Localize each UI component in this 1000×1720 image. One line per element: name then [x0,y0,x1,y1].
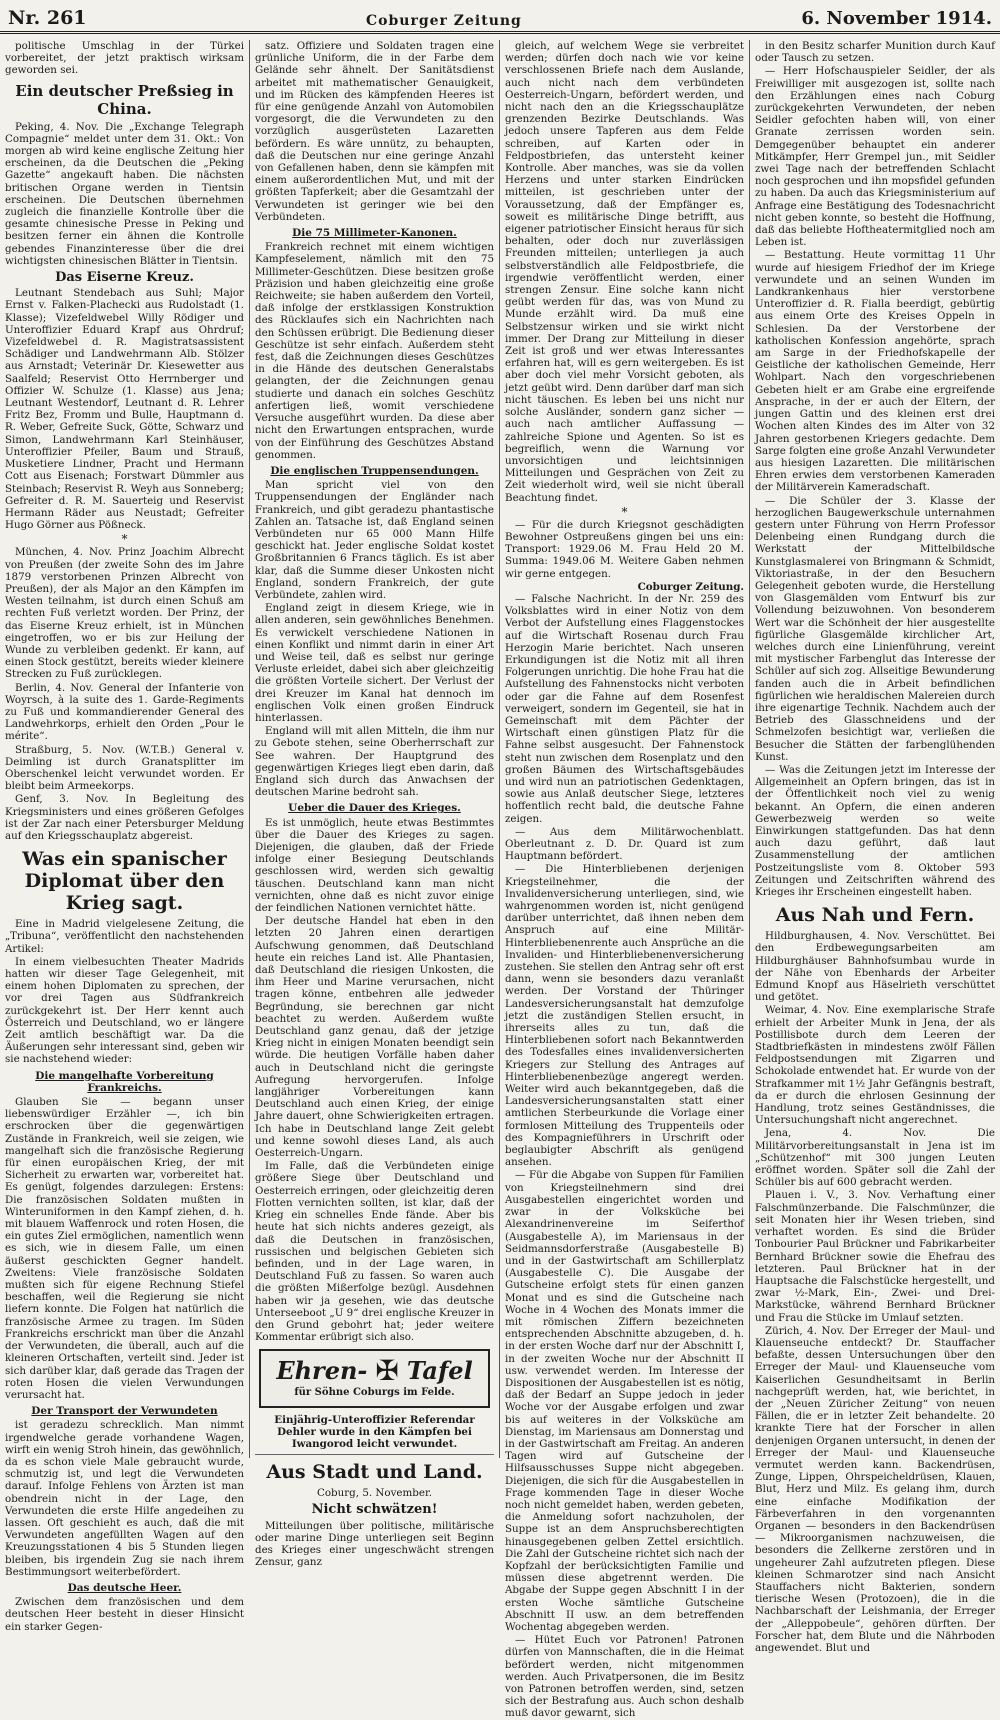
dateline: Coburg, 5. November. [316,1487,433,1500]
headline-nah-fern: Aus Nah und Fern. [775,904,975,927]
masthead [0,0,1000,34]
paragraph: Zwischen dem französischen und dem deutschen Heer besteht in dieser Hinsicht ein starker Gegen- [5,1596,244,1633]
subheading: Der Transport der Verwundeten [31,1405,218,1418]
paragraph: Jena, 4. Nov. Die Militärvorbereitungsanstalt in Jena ist im „Schützenhof“ mit 300 jungen Leuten eröffnet worden. Später soll die Zahl der Schüler bis auf 600 gebracht werden. [755,1127,995,1189]
paragraph: — Falsche Nachricht. In der Nr. 259 des Volksblattes wird in einer Notiz von dem Verbot der Aufstellung eines Flaggenstockes auf die Wirtschaft Rosenau durch Frau Herzogin Marie berichtet. Nach unseren Erkundigungen ist die Notiz mit all ihren Folgerungen unrichtig. Die hohe Frau hat die Aufstellung des Fahnenstocks nicht verboten oder gar die Fahne auf dem Rosenfest verweigert, sondern im Gegenteil, sie hat in Gemeinschaft mit dem Pächter der Wirtschaft einen günstigen Platz für die Fahne selbst ausgesucht. Der Fahnenstock steht nun zwischen dem Rosenplatz und den großen Bäumen des Wirtschaftsgebäudes und wird nun an patriotischen Gedenktagen, sowie aus Anlaß deutscher Siege, letzteres hoffentlich recht bald, die deutsche Fahne zeigen. [505,592,744,825]
paragraph: politische Umschlag in der Türkei vorbereitet, der jetzt praktisch wirksam geworden sei. [5,40,244,77]
divider [255,1454,494,1455]
paragraph: — Aus dem Militärwochenblatt. Oberleutnant z. D. Dr. Quard ist zum Hauptmann befördert. [505,825,744,863]
paper-title: Coburger Zeitung [366,13,522,29]
paragraph: — Die Hinterbliebenen derjenigen Kriegsteilnehmer, die der Invalidenversicherung unterliegen, sind, wie wahrgenommen worden ist, nicht genügend darüber unterrichtet, daß ihnen neben dem Anspruch auf eine Militär-Hinterbliebenenrente auch Ansprüche an die Invaliden- und Hinterbliebenenversicherung zustehen. Sie stellen den Antrag sehr oft erst dann, wenn sie besonders dazu veranlaßt werden. Der Vorstand der Thüringer Landesversicherungsanstalt hat demzufolge jetzt die zuständigen Stellen ersucht, in ihrerseits alles zu tun, daß die Hinterbliebenen sofort nach Bekanntwerden des Todesfalles eines invalidenversicherten Kriegers zur Stellung des Antrages auf Hinterbliebenenbezüge angeregt werden. Weiter wird auch bekanntgegeben, daß die Landesversicherungsanstalten statt einer amtlichen Sterbeurkunde die Vorlage einer formlosen Mitteilung des Truppenteils oder des Kompagnieführers in Urschrift oder beglaubigter Abschrift als genügend ansehen. [505,863,744,1169]
paragraph: In einem vielbesuchten Theater Madrids hatten wir dieser Tage Gelegenheit, mit einem hohen Diplomaten zu sprechen, der vor drei Tagen aus Südfrankreich zurückgekehrt ist. Der Herr kennt auch Österreich und Deutschland, wo er längere Zeit amtlich beschäftigt war. Da die Äußerungen sehr interessant sind, geben wir sie nachstehend wieder: [5,955,244,1066]
column-3 [500,40,750,1720]
issue-number: Nr. 261 [8,7,87,29]
ehren-tafel-subtitle: für Söhne Coburgs im Felde. [294,1387,455,1399]
signature: Coburger Zeitung. [637,580,744,593]
columns [0,40,1000,1720]
paragraph: — Hütet Euch vor Patronen! Patronen dürfen von Mannschaften, die in die Heimat befördert werden, nicht mitgenommen werden. Auch Privatpersonen, die im Besitz von Patronen betroffen werden, sind, setzen sich der Bestrafung aus. Auch schon deshalb muß davor gewarnt, sich [505,1634,744,1720]
ehren-tafel-box [259,1349,490,1407]
subheading: Ueber die Dauer des Krieges. [288,802,461,815]
subheading: Das deutsche Heer. [67,1581,182,1594]
paragraph: satz. Offiziere und Soldaten tragen eine grünliche Uniform, die in der Farbe dem Gelände sehr ähnelt. Der Sanitätsdienst arbeitet mit mathematischer Genauigkeit, und im Rücken des kämpfenden Heeres ist für eine genügende Anzahl von Automobilen vorgesorgt, die die Verwundeten zu den vorzüglich ausgerüsteten Lazaretten befördern. Es wäre unnütz, zu behaupten, daß die Deutschen nur eine geringe Anzahl von Gefallenen haben, denn sie kämpfen mit einem außerordentlichen Mut, und mit der größten Tapferkeit; aber die Gesamtzahl der Verwundeten ist geringer wie bei den Verbündeten. [255,40,494,223]
column-4 [750,40,1000,1654]
headline-kreuz: Das Eiserne Kreuz. [55,270,194,286]
paragraph: Straßburg, 5. Nov. (W.T.B.) General v. Deimling ist durch Granatsplitter im Oberschenkel leicht verwundet worden. Er bleibt beim Armeekorps. [5,743,244,793]
headline-stadt-land: Aus Stadt und Land. [266,1461,483,1484]
paragraph: — Herr Hofschauspieler Seidler, der als Freiwilliger mit ausgezogen ist, sollte nach den Erzählungen eines nach Coburg zurückgekehrten Verwundeten, der neben Seidler gefochten haben will, von einer Granate zerrissen worden sein. Demgegenüber behauptet ein anderer Mitkämpfer, Herr Grempel jun., mit Seidler zwei Tage nach der betreffenden Schlacht noch gesprochen und ihn mopsfidel gefunden zu haben. Da auch das Kriegsministerium auf Anfrage eine Bestätigung des Todesnachricht nicht geben konnte, so besteht die Hoffnung, daß das beliebte Hoftheatermitglied noch am Leben ist. [755,65,995,249]
paragraph: Der deutsche Handel hat eben in den letzten 20 Jahren einen derartigen Aufschwung genommen, daß Deutschland heute ein reiches Land ist. Alle Phantasien, daß Deutschland die riesigen Unkosten, die ihm Heer und Marine verursachen, nicht tragen könne, entbehren alle jedweder Begründung, sie berechnen gar nicht beachtet zu werden. Außerdem wußte Deutschland ganz genau, daß der jetzige Krieg nicht in einigen Monaten beendigt sein würde. Die heutigen Vorfälle haben daher auch in Deutschland nicht die geringste Aufregung hervorgerufen. Infolge langjähriger Vorbereitungen kann Deutschland auch einen Krieg, der einige Jahre dauert, ohne Schwierigkeiten ertragen. Ich habe in Deutschland lange Zeit gelebt und kenne sowohl dieses Land, als auch Oesterreich-Ungarn. [255,915,494,1160]
ehren-word: Ehren- [276,1356,368,1386]
paragraph: München, 4. Nov. Prinz Joachim Albrecht von Preußen (der zweite Sohn des im Jahre 1879 verstorbenen Prinzen Albrecht von Preußen), der als Major an den Kämpfen im Westen teilnahm, ist durch einen Schuß am rechten Fuß verletzt worden. Der Prinz, der das Eiserne Kreuz erhielt, ist in München eingetroffen, wo er bis zur Heilung der Wunde zu verbleiben gedenkt. Er kann, auf einen Stock gestützt, bereits wieder kleinere Strecken zu Fuß zurücklegen. [5,546,244,681]
ehren-tafel-title [265,1354,484,1388]
paragraph: Leutnant Stendebach aus Suhl; Major Ernst v. Falken-Plachecki aus Rudolstadt (1. Klasse); Vizefeldwebel Willy Rödiger und Unteroffizier Eduard Krapf aus Ohrdruf; Vizefeldwebel d. R. Magistratsassistent Schädiger und Landwehrmann Alb. Stölzer aus Arnstadt; Veterinär Dr. Kiesewetter aus Saalfeld; Reservist Otto Herrnberger und Offizier W. Schulze (1. Klasse) aus Jena; Leutnant Westendorf, Leutnant d. R. Lehrer Fritz Bez, Fromm und Bulle, Hauptmann d. R. Weber, Gefreite Suck, Götte, Schwarz und Simon, Landwehrmann Karl Steinhäuser, Unteroffizier Pfeiler, Baum und Strauß, Musketiere Lindner, Pracht und Hermann Cott aus Eisenach; Forstwart Dümmler aus Steinbach; Reservist R. Weyh aus Sonneberg; Gefreiter d. R. M. Sauerteig und Reservist Hermann Räder aus Neustadt; Gefreiter Hugo Görner aus Pößneck. [5,287,244,532]
iron-cross-icon: ✠ [375,1354,399,1388]
paragraph: — Was die Zeitungen jetzt im Interesse der Allgemeinheit an Opfern bringen, das ist in der Öffentlichkeit noch viel zu wenig bekannt. An Opfern, die einen anderen Gewerbezweig werden so weite Einwirkungen stattgefunden. Das hat denn auch dazu geführt, daß laut Zusammenstellung der amtlichen Postzeitungsliste vom 8. Oktober 593 Zeitungen und Zeitschriften während des Krieges ihr Erscheinen eingestellt haben. [755,763,995,899]
paragraph: gleich, auf welchem Wege sie verbreitet werden; dürfen doch nach wie vor keine verschlossenen Briefe nach dem Auslande, auch nicht nach dem verbündeten Oesterreich-Ungarn, befördert werden, und nicht nach den an die Kriegsschauplätze grenzenden Bezirke Deutschlands. Was jedoch unsere Tapferen aus dem Felde schreiben, auf Karten oder in Feldpostbriefen, das untersteht keiner Kontrolle. Aber manches, was sie da vollen Herzens und unter starken Eindrücken mitteilen, ist geschrieben unter der Voraussetzung, daß der Empfänger es, soweit es militärische Dinge betrifft, aus eigener patriotischer Einsicht heraus für sich behalten, oder doch nur zuverlässigen Freunden mitteilen; unterliegen ja auch selbstverständlich alle Feldpostbriefe, die irgendwie veröffentlicht werden, einer strengen Zensur. Eine solche kann nicht geübt werden für das, was von Mund zu Munde erzählt wird. Da muß eine Selbstzensur wirken und sie wirkt nicht immer. Der Drang zur Mitteilung in dieser Zeit ist groß und wer etwas Interessantes erfahren hat, will es gern weitergeben. Es ist aber doch viel mehr Vorsicht geboten, als jetzt geübt wird. Denn darüber darf man sich nicht täuschen. Es leben bei uns nicht nur solche Ausländer, sondern ganz sicher — auch nach amtlicher Auffassung — zahlreiche Spione und Agenten. So ist es begreiflich, wenn die Warnung vor unvorsichtigen und leichtsinnigen Mitteilungen und Gesprächen von Zeit zu Zeit wiederholt wird, weil sie nicht überall Beachtung findet. [505,40,744,504]
separator-star: * [121,532,128,547]
paragraph: Es ist unmöglich, heute etwas Bestimmtes über die Dauer des Krieges zu sagen. Diejenigen, die glauben, daß der Friede infolge einer Besiegung Deutschlands geschlossen wird, werden sich gewaltig täuschen. Deutschland kann man nicht vernichten, ohne daß es nicht zuvor einige der feindlichen Nationen vernichtet hätte. [255,816,494,915]
separator-star: * [621,504,628,519]
paragraph: England zeigt in diesem Kriege, wie in allen anderen, sein gewöhnliches Benehmen. Es verwickelt verschiedene Nationen in einen Konflikt und nimmt darin in einer Art und Weise teil, daß es selbst nur geringe Verluste erleidet, dabei sich aber gleichzeitig die größten Vorteile sichert. Der Verlust der drei Kreuzer im Kanal hat dennoch im englischen Volk einen großen Eindruck hinterlassen. [255,602,494,724]
paragraph: — Für die durch Kriegsnot geschädigten Bewohner Ostpreußens gingen bei uns ein: Transport: 1929.06 M. Frau Held 20 M. Summa: 1949.06 M. Weitere Gaben nehmen wir gerne entgegen. [505,518,744,580]
headline-china: Ein deutscher Preßsieg in China. [15,81,234,118]
paragraph: — Bestattung. Heute vormittag 11 Uhr wurde auf hiesigem Friedhof der im Kriege verwundete und an seinen Wunden im Landkrankenhaus hier verstorbene Unteroffizier d. R. Fialla beerdigt, gebürtig aus einem Orte des Kreises Oppeln in Schlesien. Da der Verstorbene der katholischen Konfession angehörte, sprach am Sarge in der Friedhofskapelle der Geistliche der katholischen Gemeinde, Herr Wohlpart. Nach den vorgeschriebenen Gebeten hielt er am Grabe eine ergreifende Ansprache, in der er auch der Eltern, der jungen Gattin und des kleinen erst drei Wochen alten Kindes des im Alter von 32 Jahren gestorbenen Kriegers gedachte. Dem Sarge folgten eine große Anzahl Verwundeter aus hiesigen Lazaretten. Die militärischen Ehren erwies dem verstorbenen Kameraden der Militärverein Kameradschaft. [755,249,995,494]
paragraph: — Die Schüler der 3. Klasse der herzoglichen Baugewerkschule unternahmen gestern unter Führung von Herrn Professor Delenbeing einen Rundgang durch die Werkstatt der Mittelbildsche Kunstglasmalerei von Bringmann & Schmidt, Viktoriastraße, in der den Besuchern Gelegenheit geboten wurde, die Herstellung von Glasgemälden vom Entwurf bis zur Vollendung beizuwohnen. Von besonderem Wert war die Schönheit der hier ausgestellte figürliche Glasgemälde kirchlicher Art, welches durch eine Linienführung, vereint mit mystischer Farbenglut das Interesse der Schüler auf sich zog. Allseitige Bewunderung fanden auch die in Arbeit befindlichen figürlichen wie heraldischen Malereien durch ihre eigenartige Technik. Nachdem auch der Betrieb des Glasschneidens und der Schmelzofen besichtigt war, verließen die Besucher die Stätten der farbenglühenden Kunst. [755,494,995,763]
headline-diplomat: Was ein spanischer Diplomat über den Krieg sagt. [22,848,227,915]
paragraph: Berlin, 4. Nov. General der Infanterie von Woyrsch, à la suite des 1. Garde-Regiments zu Fuß und kommandierender General des Landwehrkorps, erhielt den Orden „Pour le mérite“. [5,681,244,743]
subheading: Die englischen Truppensendungen. [270,464,479,477]
column-2 [250,40,500,1569]
paragraph: England will mit allen Mitteln, die ihm nur zu Gebote stehen, seine Oberherrschaft zur See wahren. Der Hauptgrund des gegenwärtigen Krieges liegt eben darin, daß England sich durch das Anwachsen der deutschen Marine bedroht sah. [255,725,494,799]
tafel-word: Tafel [406,1356,473,1386]
issue-date: 6. November 1914. [801,8,992,29]
paragraph: Man spricht viel von den Truppensendungen der Engländer nach Frankreich, und gibt geradezu phantastische Zahlen an. Tatsache ist, daß England seinen Verbündeten nur 65 000 Mann Hilfe geschickt hat. Jeder englische Soldat kostet Großbritannien 6 Francs täglich. Es ist aber klar, daß die Summe dieser Unkosten nicht England, sondern Frankreich, der gute Verbündete, zahlen wird. [255,479,494,601]
paragraph: Peking, 4. Nov. Die „Exchange Telegraph Compagnie“ meldet unter dem 31. Okt.: Von morgen ab wird keine englische Zeitung hier erscheinen, da die Deutschen die „Peking Gazette“ angekauft haben. Die nächsten britischen Organe werden in Tientsin erscheinen. Die Deutschen übernehmen zugleich die finanzielle Kontrolle über die gesamte chinesische Presse in Peking und besitzen ferner ein ähnen die Kontrolle gebendes Finanzinteresse über die drei wichtigsten chinesischen Blätter in Tientsin. [5,120,244,267]
paragraph: Im Falle, daß die Verbündeten einige größere Siege über Deutschland und Oesterreich erringen, oder gleichzeitig deren Flotten vernichten sollten, ist klar, daß der Krieg ein schnelles Ende fände. Aber bis heute hat sich nichts anderes gezeigt, als daß die Deutschen in französischen, russischen und belgischen Gebieten sich befinden, und in der Lage waren, in Deutschland Fuß zu fassen. So waren auch die größten Mißerfolge bezügl. Ausdehnen haben wir ja gesehen, wie das deutsche Unterseeboot „U 9“ drei englische Kreuzer in den Grund gebohrt hat; jeder weitere Kommentar erübrigt sich also. [255,1160,494,1344]
paragraph: Hildburghausen, 4. Nov. Verschüttet. Bei den Erdbewegungsarbeiten am Hildburghäuser Bahnhofsumbau wurde in der Nähe von Ebenhards der Arbeiter Edmund Knopf aus Häselrieth verschüttet und getötet. [755,930,995,1004]
paragraph: Mitteilungen über politische, militärische oder marine Dinge unterliegen seit Beginn des Krieges einer ungeschwächt strengen Zensur, ganz [255,1519,494,1569]
paragraph: Plauen i. V., 3. Nov. Verhaftung einer Falschmünzerbande. Die Falschmünzer, die seit Monaten hier ihr Wesen trieben, sind verhaftet worden. Es sind die Brüder Tonbourier Paul Brückner und Fabrikarbeiter Bernhard Brückner sowie die Ehefrau des letzteren. Paul Brückner hat in der Hauptsache die Falschstücke hergestellt, und zwar ½-Mark, Ein-, Zwei- und Drei-Markstücke, während Bernhard Brückner und Frau die Stücke im Umlauf setzten. [755,1189,995,1324]
paragraph: Weimar, 4. Nov. Eine exemplarische Strafe erhielt der Arbeiter Munk in Jena, der als Postillisbote durch dem Leeren der Stadtbriefkästen in mindestens zwölf Fällen Feldpostsendungen mit Zigarren und Schokolade entwendet hat. Er wurde von der Strafkammer mit 1½ Jahr Gefängnis bestraft, da er durch die ehrlosen Gesinnung der Handlung, trotz seines Geständnisses, die Untersuchungshaft nicht angerechnet. [755,1004,995,1127]
paragraph: Frankreich rechnet mit einem wichtigen Kampfeselement, nämlich mit den 75 Millimeter-Geschützen. Diese besitzen große Präzision und haben gleichzeitig eine große Reichweite; sie haben außerdem den Vorteil, daß infolge der erstklassigen Konstruktion des Rücklaufes sich ein Nachrichten nach den Schüssen erübrigt. Die Bedienung dieser Geschütze ist sehr einfach. Außerdem steht fest, daß die Zeichnungen dieses Geschützes in die Hände des deutschen Generalstabs gelangten, der die Zeichnungen genau studierte und danach ein solches Geschütz anfertigen ließ, womit verschiedene Versuche ausgeführt wurden. Da diese aber nicht den Erwartungen entsprachen, wurde von der Einführung des Geschützes Abstand genommen. [255,241,494,461]
paragraph: in den Besitz scharfer Munition durch Kauf oder Tausch zu setzen. [755,40,995,65]
subheading: Die mangelhafte Vorbereitung Frankreichs. [35,1069,214,1094]
subheading: Die 75 Millimeter-Kanonen. [292,227,457,240]
paragraph: Glauben Sie — begann unser liebenswürdiger Erzähler —, ich bin erschrocken über die gegenwärtigen Zustände in Frankreich, weil sie zeigen, wie mangelhaft sich die französische Regierung für einen europäischen Krieg, der mit Sicherheit zu erwarten war, vorbereitet hat. Es genügt, folgendes darzulegen: Erstens: Die französischen Soldaten mußten in Winteruniformen in den Kampf ziehen, d. h. mit blauem Waffenrock und roten Hosen, die ein gutes Ziel ermöglichen, namentlich wenn es sich, wie in diesem Falle, um einen äußerst geschickten Gegner handelt. Zweitens: Viele französische Soldaten mußten sich für eigene Rechnung Stiefel beschaffen, weil die Regierung sie nicht liefern konnte. Die Folgen hat natürlich die französische Armee zu tragen. Im Süden Frankreichs erschrickt man über die Anzahl der Verwundeten, die überall, auch auf die kleineren Ortschaften, verteilt sind. Jeder ist sich darüber klar, daß gerade das Tragen der roten Hosen die vielen Verwundungen verursacht hat. [5,1096,244,1401]
paragraph: — Für die Abgabe von Suppen für Familien von Kriegsteilnehmern sind drei Ausgabestellen eingerichtet worden und zwar in der Volksküche bei Alexandrinenvereine im Seiferthof (Ausgabestelle A), im Mariensaus in der Seidmannsdorferstraße (Ausgabestelle B) und in der Gastwirtschaft am Schillerplatz (Ausgabestelle C). Die Ausgabe der Gutscheine erfolgt stets für einen ganzen Monat und es sind die Gutscheine nach Woche in 4 Wochen des Monats immer die mit römischen Ziffern bezeichneten entsprechenden Abschnitte abzugeben, d. h. in der ersten Woche darf nur der Abschnitt I, in der zweiten Woche nur der Abschnitt II usw. verwendet werden. Im Interesse der Dispositionen der Ausgabestellen ist es nötig, daß der Bedarf an Suppe jedoch in jeder Woche vor der Ausgabe erfolgen und zwar bis auf weiteres in der Volksküche am Dienstag, im Mariensaus am Donnerstag und in der Gastwirtschaft am Freitag. An anderen Tagen wird auf Gutscheine der Hilfsausschusses Suppe nicht abgegeben. Diejenigen, die sich für die Ausgabestellen in Frage kommenden Tage in dieser Woche noch nicht gemeldet haben, werden gebeten, die Anmeldung sofort nachzuholen, der Suppe ist an dem Anspruchsberechtigten hinausgegebenen gelben Zettel ersichtlich. Die Zahl der Gutscheine richtet sich nach der Kopfzahl der berücksichtigten Familie und müssen diese abgetrennt werden. Die Abgabe der Suppe gegen Abschnitt I in der ersten Woche sämtliche Gutscheine Abschnitt II usw. an dem betreffenden Wochentag abgegeben werden. [505,1169,744,1633]
paragraph: Genf, 3. Nov. In Begleitung des Kriegsministers und eines größeren Gefolges ist der Zar nach einer Petersburger Meldung auf den Kriegsschauplatz abgereist. [5,793,244,842]
paragraph: Eine in Madrid vielgelesene Zeitung, die „Tribuna“, veröffentlicht den nachstehenden Artikel: [5,918,244,955]
column-1 [0,40,250,1633]
paragraph: Zürich, 4. Nov. Der Erreger der Maul- und Klauenseuche entdeckt? Dr. Stauffacher befaßte, dessen Untersuchungen über den Erreger der Maul- und Klauenseuche vom Kaiserlichen Gesundheitsamt in Berlin nachgeprüft werden, hat, wie berichtet, in der „Neuen Züricher Zeitung“ von neuen Fällen, die er in letzter Zeit behandelte. 20 krankte Tiere hat der Forscher in allen denjenigen Organen untersucht, in denen der Erreger der Maul- und Klauenseuche vermutet werden kann. Backendrüsen, Zunge, Lippen, Ohrspeicheldrüsen, Klauen, Blut, Herz und Milz. Es gelang ihm, durch eine einfache Modifikation der Färbeverfahren in den vorgenannten Organen — besonders in den Backendrüsen — Mikroorganismen nachzuweisen, die besonders die Zellkerne zerstören und in ungeheurer Zahl aufzutreten pflegen. Diese kleinen Schmarotzer sind nach Ansicht Stauffachers nicht Bakterien, sondern tierische Wesen (Protozoen), die in die Nachbarschaft der Leishmania, der Erreger der „Alleppobeule“, gehören dürften. Der Forscher hat, dem Blute und die Nährboden angewendet. Blut und [755,1324,995,1654]
paragraph: ist geradezu schrecklich. Man nimmt irgendwelche gerade vorhandene Wagen, wirft ein wenig Stroh hinein, das gewöhnlich, da es schon viele Male gebraucht wurde, schmutzig ist, und legt die Verwundeten darauf. Infolge Fehlens von Ärzten ist man obendrein nicht in der Lage, den Verwundeten die erste Hilfe angedeihen zu lassen. Oft geschieht es auch, daß die mit Verwundeten angefüllten Wagen auf den Kreuzungsstationen 4 bis 5 Stunden liegen bleiben, bis irgendein Zug sie nach ihrem Bestimmungsort weiterbefördert. [5,1419,244,1578]
headline-schwatzen: Nicht schwätzen! [311,1502,438,1518]
ehren-tafel-entry: Einjährig-Unteroffizier Referendar Dehler wurde in den Kämpfen bei Iwangorod leicht verwundet. [274,1413,475,1450]
